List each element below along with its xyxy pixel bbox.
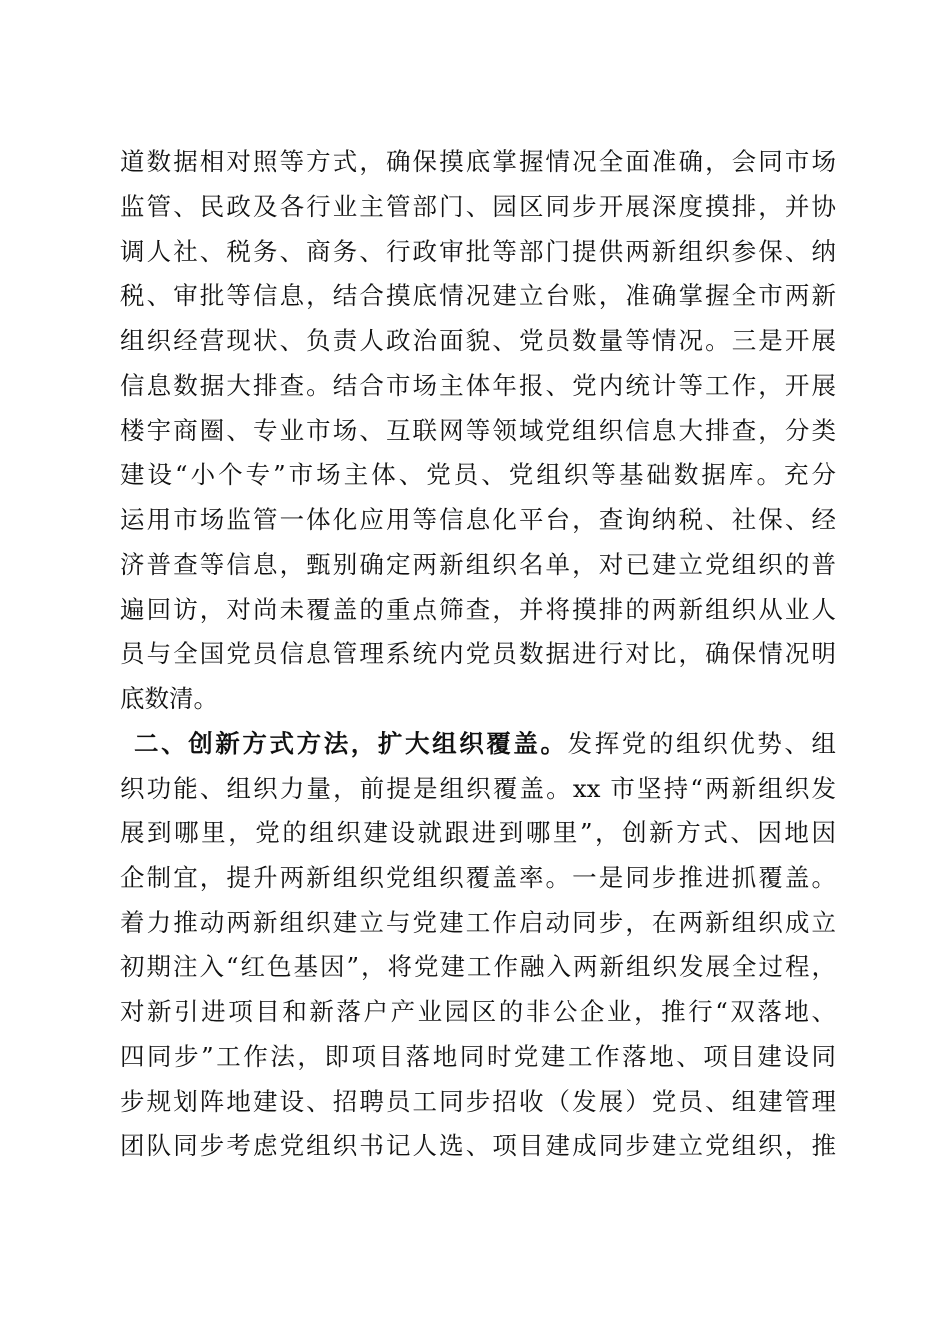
paragraph-line: 四同步”工作法，即项目落地同时党建工作落地、项目建设同 [120,1042,836,1071]
paragraph-line: 对新引进项目和新落户产业园区的非公企业，推行“双落地、 [120,997,836,1026]
paragraph-line: 组织经营现状、负责人政治面貌、党员数量等情况。三是开展 [120,326,836,355]
section-heading-line [120,729,836,759]
paragraph-line: 税、审批等信息，结合摸底情况建立台账，准确掌握全市两新 [120,281,836,310]
paragraph-line: 初期注入“红色基因”，将党建工作融入两新组织发展全过程， [120,952,836,981]
paragraph-line: 展到哪里，党的组织建设就跟进到哪里”，创新方式、因地因 [120,818,836,847]
paragraph-line: 着力推动两新组织建立与党建工作启动同步，在两新组织成立 [120,908,836,937]
paragraph-line: 织功能、组织力量，前提是组织覆盖。xx 市坚持“两新组织发 [120,774,836,803]
paragraph-line: 调人社、税务、商务、行政审批等部门提供两新组织参保、纳 [120,237,836,266]
paragraph-line: 底数清。 [120,684,218,713]
paragraph-line: 济普查等信息，甄别确定两新组织名单，对已建立党组织的普 [120,550,836,579]
paragraph-line: 团队同步考虑党组织书记人选、项目建成同步建立党组织，推 [120,1131,836,1160]
paragraph-line: 步规划阵地建设、招聘员工同步招收（发展）党员、组建管理 [120,1087,836,1116]
paragraph-line: 遍回访，对尚未覆盖的重点筛查，并将摸排的两新组织从业人 [120,595,836,624]
paragraph-line: 楼宇商圈、专业市场、互联网等领域党组织信息大排查，分类 [120,416,836,445]
paragraph-line: 道数据相对照等方式，确保摸底掌握情况全面准确，会同市场 [120,147,836,176]
paragraph-line: 建设“小个专”市场主体、党员、党组织等基础数据库。充分 [120,460,836,489]
section-heading: 二、创新方式方法，扩大组织覆盖。 [134,729,568,758]
paragraph-line: 监管、民政及各行业主管部门、园区同步开展深度摸排，并协 [120,192,836,221]
paragraph-line: 运用市场监管一体化应用等信息化平台，查询纳税、社保、经 [120,505,836,534]
paragraph-line: 信息数据大排查。结合市场主体年报、党内统计等工作，开展 [120,371,836,400]
section-first-line-text: 发挥党的组织优势、组 [567,729,837,758]
paragraph-line: 员与全国党员信息管理系统内党员数据进行对比，确保情况明 [120,639,836,668]
paragraph-line: 企制宜，提升两新组织党组织覆盖率。一是同步推进抓覆盖。 [120,863,836,892]
